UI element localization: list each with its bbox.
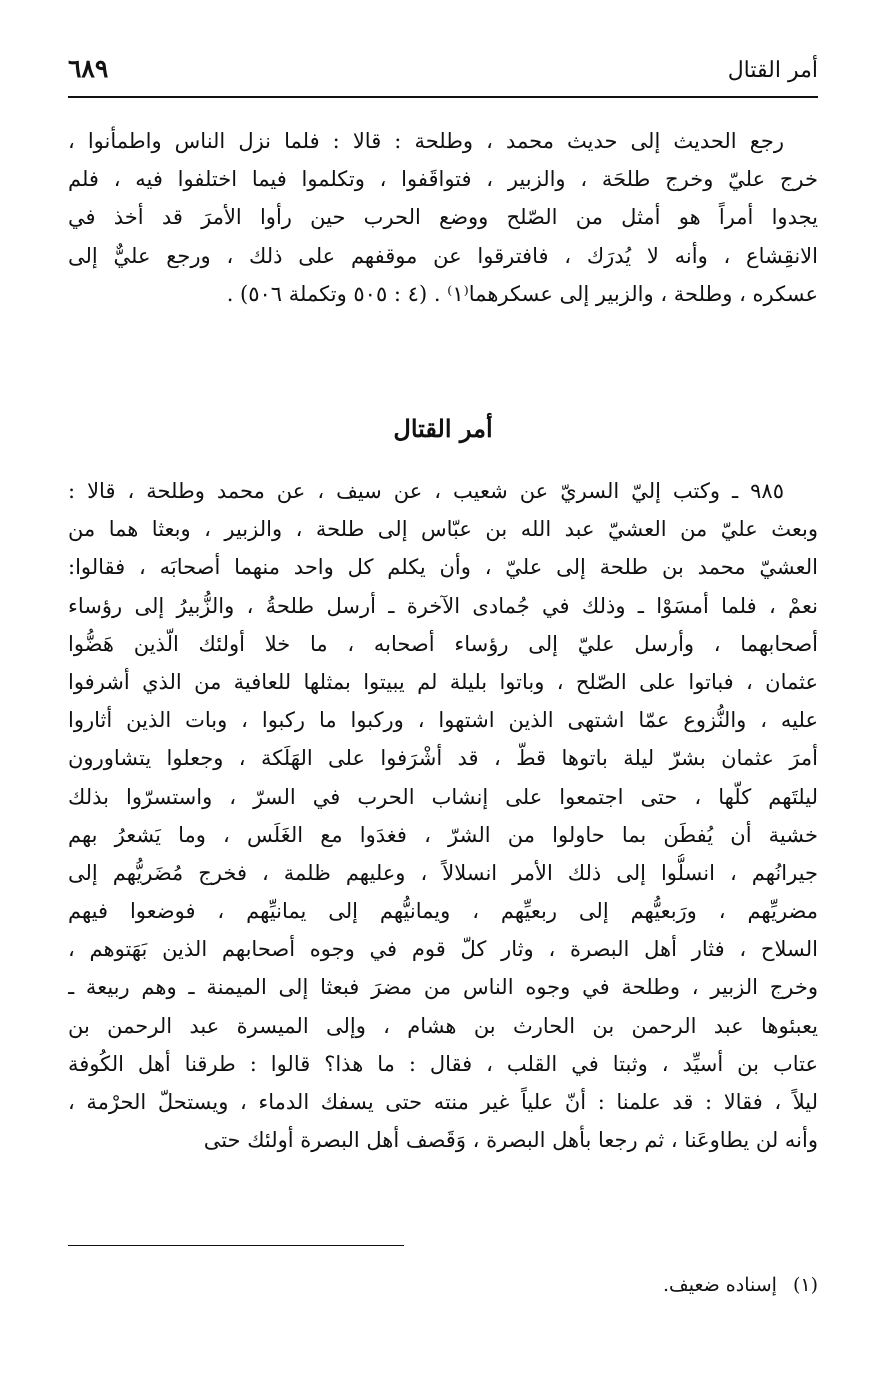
text-line: مضريِّهم ، ورَبعيُّهم إلى ربعيِّهم ، ويمانيُّهم إلى يمانيِّهم ، فوضعوا فيهم — [68, 899, 818, 924]
text-line: عليه ، والنُّزوع عمّا اشتهى الذين اشتهوا ، وركبوا ما ركبوا ، وبات الذين أثاروا — [68, 708, 818, 733]
book-page — [68, 52, 818, 1352]
text-line: ليلتَهم كلّها ، حتى اجتمعوا على إنشاب الحرب في السرّ ، واستسرّوا بذلك — [68, 784, 818, 809]
page-number: ٦٨٩ — [68, 54, 109, 83]
text-line: وبعث عليّ من العشيّ عبد الله بن عبّاس إلى طلحة ، والزبير ، وبعثا هما من — [68, 517, 818, 542]
paragraph-main — [68, 472, 818, 1159]
text-line: عتاب بن أسيِّد ، وثبتا في القلب ، فقال : ما هذا؟ قالوا : طرقنا أهل الكُوفة — [68, 1051, 818, 1076]
text-line: العشيّ محمد بن طلحة إلى عليّ ، وأن يكلم كل واحد منهما أصحابَه ، فقالوا: — [68, 555, 818, 580]
text-line: يعبئوها عبد الرحمن بن الحارث بن هشام ، وإلى الميسرة عبد الرحمن بن — [68, 1013, 818, 1038]
text-line: رجع الحديث إلى حديث محمد ، وطلحة : قالا : فلما نزل الناس واطمأنوا ، — [68, 129, 784, 153]
running-header — [68, 52, 818, 92]
running-title: أمر القتال — [727, 58, 818, 83]
text-line: وخرج الزبير ، وطلحة في وجوه الناس من مضرَ فبعثا إلى الميمنة ـ وهم ربيعة ـ — [68, 975, 818, 1000]
footnote — [663, 1274, 818, 1296]
paragraph-opening — [68, 122, 818, 313]
text-line: وأنه لن يطاوعَنا ، ثم رجعا بأهل البصرة ، وَقَصف أهل البصرة أولئك حتى — [203, 1128, 818, 1153]
text-line: ليلاً ، فقالا : قد علمنا : أنّ علياً غير منته حتى يسفك الدماء ، ويستحلّ الحرْمة ، — [68, 1090, 818, 1114]
footnote-text: إسناده ضعيف. — [663, 1274, 777, 1296]
header-rule — [68, 96, 818, 98]
text-line: عسكره ، وطلحة ، والزبير إلى عسكرهما⁽١⁾ . (٤ : ٥٠٥ وتكملة ٥٠٦) . — [226, 281, 818, 306]
text-line: أصحابهما ، وأرسل عليّ إلى رؤساء أصحابه ، ما خلا أولئك الّذين هَضُّوا — [68, 631, 818, 656]
section-heading: أمر القتال — [393, 414, 493, 443]
text-line: يجدوا أمراً هو أمثل من الصّلح ووضع الحرب حين رأوا الأمرَ قد أخذ في — [68, 205, 818, 230]
text-line: عثمان ، فباتوا على الصّلح ، وباتوا بليلة لم يبيتوا بمثلها للعافية من الذي أشرفوا — [68, 669, 818, 694]
text-line: نعمْ ، فلما أمسَوْا ـ وذلك في جُمادى الآخرة ـ أرسل طلحةُ ، والزُّبيرُ إلى رؤساء — [68, 593, 818, 618]
text-line: خشية أن يُفطَن بما حاولوا من الشرّ ، فغدَوا مع الغَلَس ، وما يَشعرُ بهم — [68, 822, 818, 847]
text-line: خرج عليّ وخرج طلحَة ، والزبير ، فتواقَفوا ، وتكلموا فيما اختلفوا فيه ، فلم — [68, 167, 818, 192]
text-line: السلاح ، فثار أهل البصرة ، وثار كلّ قوم في وجوه أصحابهم الذين بَهَتوهم ، — [68, 937, 818, 962]
text-line: ٩٨٥ ـ وكتب إليّ السريّ عن شعيب ، عن سيف ، عن محمد وطلحة ، قالا : — [68, 479, 784, 503]
footnote-rule — [68, 1245, 404, 1246]
text-line: أمرَ عثمان بشرّ ليلة باتوها قطّ ، قد أشْرَفوا على الهَلَكة ، وجعلوا يتشاورون — [68, 746, 818, 771]
text-line: جيرانُهم ، انسلُّوا إلى ذلك الأمر انسلالاً ، وعليهم ظلمة ، فخرج مُضَريُّهم إلى — [68, 860, 818, 885]
footnote-number: (١) — [792, 1274, 818, 1296]
text-line: الانقِشاع ، وأنه لا يُدرَك ، فافترقوا عن موقفهم على ذلك ، ورجع عليٌّ إلى — [68, 243, 818, 268]
